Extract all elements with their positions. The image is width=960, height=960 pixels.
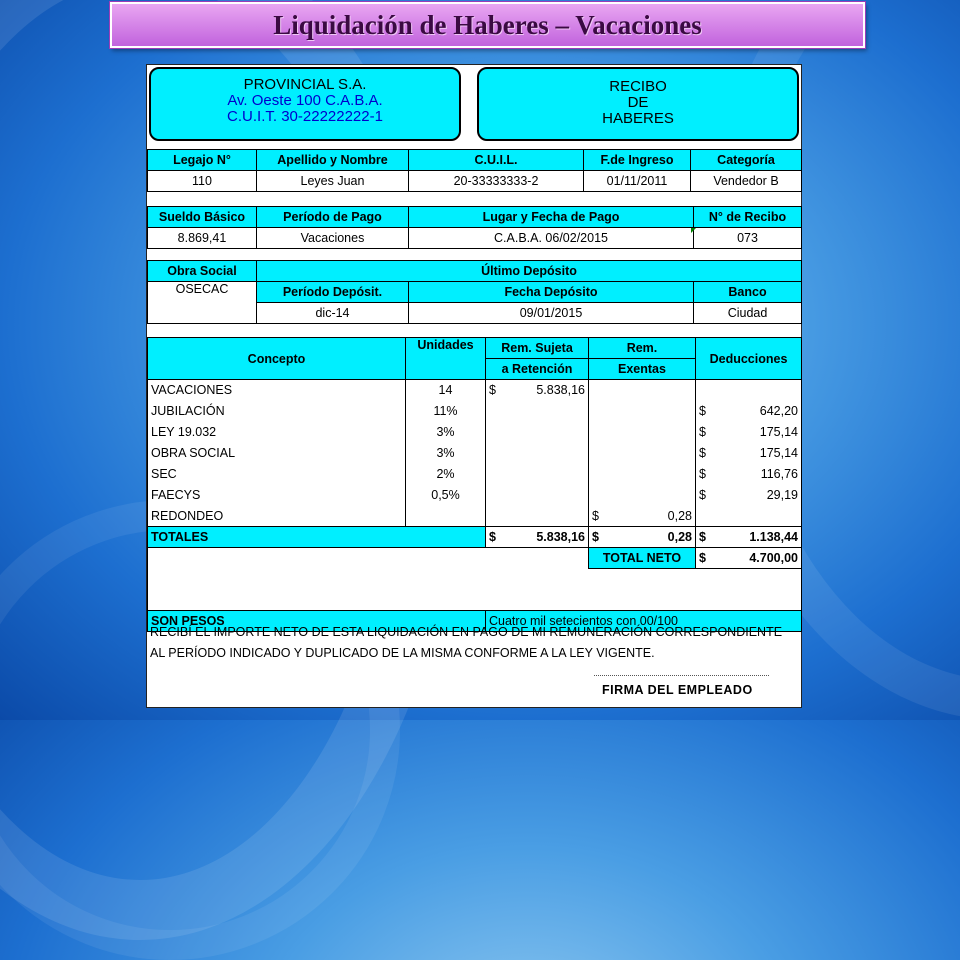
recibo-line-3: HABERES <box>602 110 674 127</box>
header-rem-sujeta-1: Rem. Sujeta <box>486 338 589 359</box>
slide-title: Liquidación de Haberes – Vacaciones <box>273 9 702 40</box>
currency-sign: $ <box>699 425 706 439</box>
header-periodo-deposito: Período Depósit. <box>257 282 409 303</box>
obra-social-value: OSECAC <box>148 282 257 324</box>
deducciones-cell: $ 642,20 <box>696 401 802 422</box>
employee-value-row <box>148 171 802 192</box>
currency-sign: $ <box>699 404 706 418</box>
firma-label: FIRMA DEL EMPLEADO <box>602 683 753 697</box>
legajo-value: 110 <box>148 171 257 192</box>
header-concepto: Concepto <box>148 338 406 380</box>
payment-header-row <box>148 207 802 228</box>
deducciones-cell: $ 116,76 <box>696 464 802 485</box>
currency-sign: $ <box>699 530 706 544</box>
deducciones-cell <box>696 506 802 527</box>
signature-line <box>594 675 769 676</box>
deducciones-cell <box>696 380 802 401</box>
header-lugar-fecha-pago: Lugar y Fecha de Pago <box>409 207 694 228</box>
apellido-nombre-value: Leyes Juan <box>257 171 409 192</box>
banco-value: Ciudad <box>694 303 802 324</box>
fecha-deposito-value: 09/01/2015 <box>409 303 694 324</box>
currency-sign: $ <box>592 530 599 544</box>
currency-sign: $ <box>699 551 706 565</box>
totales-exentas: $ 0,28 <box>589 527 696 548</box>
concept-row <box>148 422 802 443</box>
receipt-sheet <box>146 64 802 708</box>
rem-sujeta-cell <box>486 464 589 485</box>
recibo-box <box>477 67 799 141</box>
company-box <box>149 67 461 141</box>
rem-sujeta-cell <box>486 401 589 422</box>
totales-row <box>148 527 802 548</box>
blank-row <box>148 569 802 611</box>
rem-exentas-cell <box>589 380 696 401</box>
recibi-line-2: AL PERÍODO INDICADO Y DUPLICADO DE LA MISMA CONFORME A LA LEY VIGENTE. <box>150 646 655 660</box>
totales-sujeta: $ 5.838,16 <box>486 527 589 548</box>
concepto-cell: SEC <box>148 464 406 485</box>
header-fecha-deposito: Fecha Depósito <box>409 282 694 303</box>
recibo-line-1: RECIBO <box>609 78 667 95</box>
slide-title-banner <box>110 2 865 48</box>
periodo-pago-value: Vacaciones <box>257 228 409 249</box>
concepto-cell: LEY 19.032 <box>148 422 406 443</box>
rem-exentas-cell <box>589 401 696 422</box>
periodo-deposito-value: dic-14 <box>257 303 409 324</box>
sueldo-basico-value: 8.869,41 <box>148 228 257 249</box>
concepto-cell: REDONDEO <box>148 506 406 527</box>
cell-comment-marker <box>691 228 696 233</box>
concept-rows <box>148 380 802 527</box>
header-obra-social: Obra Social <box>148 261 257 282</box>
unidades-cell <box>406 506 486 527</box>
concepts-table <box>147 337 802 632</box>
concept-row <box>148 464 802 485</box>
concepto-cell: JUBILACIÓN <box>148 401 406 422</box>
concepts-header-row-1 <box>148 338 802 359</box>
currency-sign: $ <box>699 446 706 460</box>
son-pesos-label: SON PESOS <box>148 611 486 632</box>
deducciones-cell: $ 175,14 <box>696 422 802 443</box>
deducciones-cell: $ 29,19 <box>696 485 802 506</box>
header-rem-exentas-2: Exentas <box>589 359 696 380</box>
rem-exentas-cell <box>589 443 696 464</box>
unidades-cell: 2% <box>406 464 486 485</box>
recibi-text <box>150 622 782 664</box>
concept-row <box>148 506 802 527</box>
deposit-title-row <box>148 261 802 282</box>
header-apellido-nombre: Apellido y Nombre <box>257 150 409 171</box>
lugar-fecha-pago-value: C.A.B.A. 06/02/2015 <box>409 228 694 249</box>
currency-sign: $ <box>592 508 599 523</box>
rem-sujeta-cell <box>486 443 589 464</box>
concept-row <box>148 443 802 464</box>
rem-sujeta-cell <box>486 506 589 527</box>
header-ultimo-deposito: Último Depósito <box>257 261 802 282</box>
currency-sign: $ <box>699 488 706 502</box>
total-neto-value: $ 4.700,00 <box>696 548 802 569</box>
currency-sign: $ <box>489 383 496 398</box>
recibo-line-2: DE <box>627 94 649 111</box>
employee-table <box>147 149 802 192</box>
header-periodo-pago: Período de Pago <box>257 207 409 228</box>
categoria-value: Vendedor B <box>691 171 802 192</box>
unidades-cell: 14 <box>406 380 486 401</box>
fecha-ingreso-value: 01/11/2011 <box>584 171 691 192</box>
totales-deducciones: $ 1.138,44 <box>696 527 802 548</box>
header-sueldo-basico: Sueldo Básico <box>148 207 257 228</box>
rem-exentas-cell <box>589 485 696 506</box>
header-fecha-ingreso: F.de Ingreso <box>584 150 691 171</box>
deducciones-cell: $ 175,14 <box>696 443 802 464</box>
total-neto-label: TOTAL NETO <box>589 548 696 569</box>
rem-sujeta-cell <box>486 485 589 506</box>
totales-label: TOTALES <box>148 527 486 548</box>
header-banco: Banco <box>694 282 802 303</box>
payment-table <box>147 206 802 249</box>
company-cuit: C.U.I.T. 30-22222222-1 <box>227 108 383 125</box>
concepto-cell: VACACIONES <box>148 380 406 401</box>
concept-row <box>148 380 802 401</box>
header-cuil: C.U.I.L. <box>409 150 584 171</box>
rem-sujeta-cell <box>486 422 589 443</box>
unidades-cell: 3% <box>406 422 486 443</box>
rem-exentas-cell <box>589 464 696 485</box>
concept-row <box>148 401 802 422</box>
son-pesos-value: Cuatro mil setecientos con 00/100 <box>486 611 802 632</box>
recibi-line-1: RECIBÍ EL IMPORTE NETO DE ESTA LIQUIDACIÓN EN PAGO DE MI REMUNERACIÓN CORRESPONDIENTE <box>150 625 783 639</box>
concept-row <box>148 485 802 506</box>
unidades-cell: 3% <box>406 443 486 464</box>
cuil-value: 20-33333333-2 <box>409 171 584 192</box>
rem-exentas-cell: $ 0,28 <box>589 506 696 527</box>
header-legajo: Legajo N° <box>148 150 257 171</box>
total-neto-row <box>148 548 802 569</box>
rem-sujeta-cell: $ 5.838,16 <box>486 380 589 401</box>
header-rem-exentas-1: Rem. <box>589 338 696 359</box>
currency-sign: $ <box>699 467 706 481</box>
blank-cell <box>148 569 802 611</box>
rem-exentas-cell <box>589 422 696 443</box>
total-neto-spacer <box>148 548 589 569</box>
deposit-header-row <box>148 282 802 303</box>
numero-recibo-value: 073 <box>694 228 802 249</box>
company-name: PROVINCIAL S.A. <box>243 76 367 93</box>
payment-value-row <box>148 228 802 249</box>
concepto-cell: FAECYS <box>148 485 406 506</box>
header-categoria: Categoría <box>691 150 802 171</box>
deposit-table <box>147 260 802 324</box>
header-rem-sujeta-2: a Retención <box>486 359 589 380</box>
header-numero-recibo: N° de Recibo <box>694 207 802 228</box>
header-unidades: Unidades <box>406 338 486 380</box>
concepto-cell: OBRA SOCIAL <box>148 443 406 464</box>
company-address: Av. Oeste 100 C.A.B.A. <box>227 92 383 109</box>
unidades-cell: 0,5% <box>406 485 486 506</box>
employee-header-row <box>148 150 802 171</box>
currency-sign: $ <box>489 530 496 544</box>
header-deducciones: Deducciones <box>696 338 802 380</box>
unidades-cell: 11% <box>406 401 486 422</box>
